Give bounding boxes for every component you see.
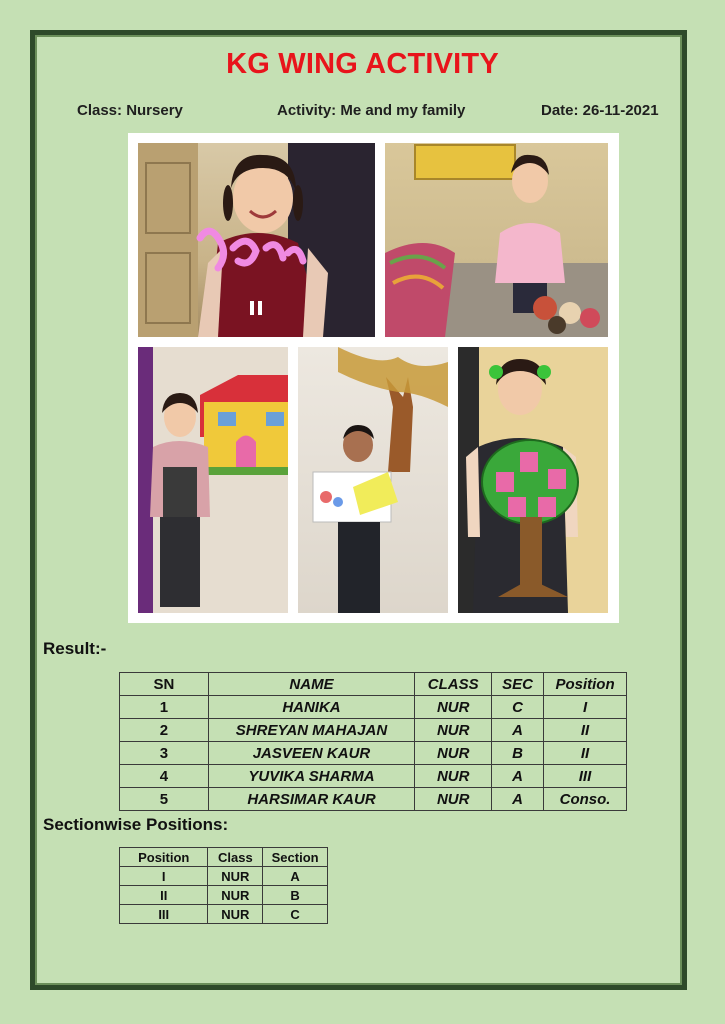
- cell-position: II: [544, 719, 627, 742]
- cell-position: III: [120, 905, 208, 924]
- cell-sec: C: [492, 696, 544, 719]
- cell-sn: 4: [120, 765, 209, 788]
- table-row: [120, 696, 627, 719]
- cell-class: NUR: [208, 905, 263, 924]
- cell-sec: A: [492, 788, 544, 811]
- table-row: [120, 765, 627, 788]
- header-position: Position: [544, 673, 627, 696]
- header-sn: SN: [120, 673, 209, 696]
- page-title: KG WING ACTIVITY: [226, 48, 499, 80]
- cell-sn: 1: [120, 696, 209, 719]
- cell-position: II: [544, 742, 627, 765]
- activity-photo-3: [138, 347, 288, 613]
- photo-1-illustration: [138, 143, 375, 337]
- activity-photo-2: [385, 143, 608, 337]
- header-section: Section: [263, 848, 328, 867]
- cell-class: NUR: [208, 886, 263, 905]
- cell-sec: A: [492, 719, 544, 742]
- header-class: CLASS: [415, 673, 492, 696]
- photo-3-illustration: [138, 347, 288, 613]
- date-label: Date: 26-11-2021: [541, 102, 659, 119]
- cell-position: III: [544, 765, 627, 788]
- activity-photo-5: [458, 347, 608, 613]
- table-row: [120, 742, 627, 765]
- cell-class: NUR: [415, 788, 492, 811]
- photo-4-illustration: [298, 347, 448, 613]
- result-table-header: [120, 673, 627, 696]
- cell-sec: B: [492, 742, 544, 765]
- activity-photo-1: [138, 143, 375, 337]
- result-table: [119, 672, 627, 811]
- cell-sn: 2: [120, 719, 209, 742]
- cell-class: NUR: [415, 696, 492, 719]
- header-position: Position: [120, 848, 208, 867]
- result-heading: Result:-: [43, 639, 107, 658]
- cell-sn: 5: [120, 788, 209, 811]
- cell-section: C: [263, 905, 328, 924]
- class-label: Class: Nursery: [77, 102, 183, 119]
- table-row: [120, 886, 328, 905]
- cell-name: YUVIKA SHARMA: [208, 765, 415, 788]
- cell-class: NUR: [208, 867, 263, 886]
- header-name: NAME: [208, 673, 415, 696]
- cell-section: A: [263, 867, 328, 886]
- cell-position: I: [544, 696, 627, 719]
- table-row: [120, 788, 627, 811]
- cell-class: NUR: [415, 742, 492, 765]
- cell-position: Conso.: [544, 788, 627, 811]
- header-class: Class: [208, 848, 263, 867]
- cell-name: SHREYAN MAHAJAN: [208, 719, 415, 742]
- cell-position: I: [120, 867, 208, 886]
- sectionwise-table: [119, 847, 328, 924]
- sectionwise-table-header: [120, 848, 328, 867]
- table-row: [120, 719, 627, 742]
- cell-sec: A: [492, 765, 544, 788]
- photo-2-illustration: [385, 143, 608, 337]
- cell-class: NUR: [415, 765, 492, 788]
- cell-section: B: [263, 886, 328, 905]
- cell-class: NUR: [415, 719, 492, 742]
- photo-5-illustration: [458, 347, 608, 613]
- cell-name: HANIKA: [208, 696, 415, 719]
- table-row: [120, 867, 328, 886]
- cell-name: HARSIMAR KAUR: [208, 788, 415, 811]
- cell-position: II: [120, 886, 208, 905]
- cell-sn: 3: [120, 742, 209, 765]
- header-sec: SEC: [492, 673, 544, 696]
- activity-photo-4: [298, 347, 448, 613]
- activity-label: Activity: Me and my family: [277, 102, 466, 119]
- photo-collage: [128, 133, 619, 623]
- sectionwise-heading: Sectionwise Positions:: [43, 815, 229, 834]
- cell-name: JASVEEN KAUR: [208, 742, 415, 765]
- table-row: [120, 905, 328, 924]
